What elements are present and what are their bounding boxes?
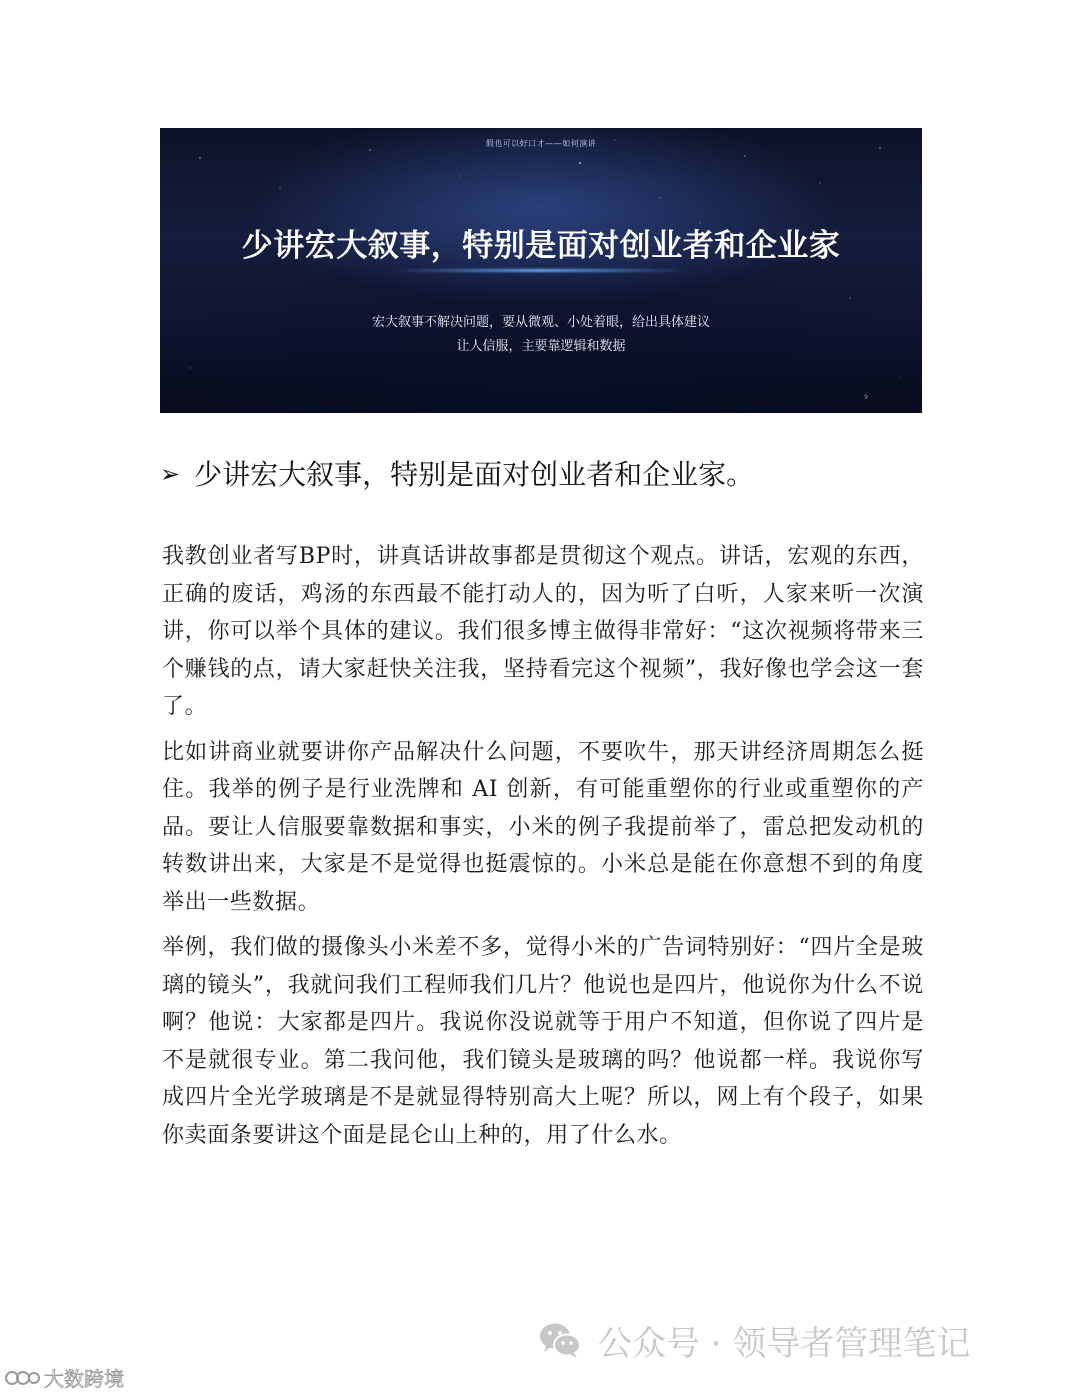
- slide-subtitle-line1: 宏大叙事不解决问题，要从微观、小处着眼，给出具体建议: [371, 315, 710, 330]
- paragraph: 比如讲商业就要讲你产品解决什么问题，不要吹牛，那天讲经济周期怎么挺住。我举的例子是行业洗牌和 AI 创新，有可能重塑你的行业或重塑你的产品。要让人信服要靠数据和事实，小米的例子我提前举了，雷总把发动机的转数讲出来，大家是不是觉得也挺震惊的。小米总是能在你意想不到的角度举出一些数据。: [162, 739, 924, 915]
- corner-watermark: [4, 1362, 124, 1392]
- paragraph: 我教创业者写BP时，讲真话讲故事都是贯彻这个观点。讲话，宏观的东西，正确的废话，鸡汤的东西最不能打动人的，因为听了白听，人家来听一次演讲，你可以举个具体的建议。我们很多博主做得非常好：“这次视频将带来三个赚钱的点，请大家赶快关注我，坚持看完这个视频”，我好像也学会这一套了。: [162, 544, 924, 719]
- slide-subtitle-line2: 让人信服，主要靠逻辑和数据: [456, 339, 626, 354]
- title-glow-line: [390, 269, 690, 272]
- section-heading-text: 少讲宏大叙事，特别是面对创业者和企业家。: [194, 458, 755, 491]
- slide-image: [160, 128, 922, 413]
- footer-channel-watermark: [538, 1316, 970, 1364]
- article-body: [162, 538, 924, 1162]
- corner-watermark-text: 大数跨境: [44, 1366, 124, 1391]
- slide-title: 少讲宏大叙事，特别是面对创业者和企业家: [241, 228, 841, 264]
- slide-header: 假也可以好口才——如何演讲: [485, 139, 597, 148]
- arrow-bullet-icon: ➢: [160, 460, 181, 488]
- slide-page-number: 9: [864, 394, 868, 401]
- footer-channel-label: 公众号 · 领导者管理笔记: [598, 1323, 971, 1364]
- section-heading: [160, 452, 940, 497]
- brand-logo-icon: [4, 1366, 40, 1388]
- paragraph: 举例，我们做的摄像头小米差不多，觉得小米的广告词特别好：“四片全是玻璃的镜头”，我就问我们工程师我们几片？他说也是四片，他说你为什么不说啊？他说：大家都是四片。我说你没说就等于用户不知道，但你说了四片是不是就很专业。第二我问他，我们镜头是玻璃的吗？他说都一样。我说你写成四片全光学玻璃是不是就显得特别高大上呢？所以，网上有个段子，如果你卖面条要讲这个面是昆仑山上种的，用了什么水。: [162, 935, 924, 1148]
- wechat-icon: [538, 1320, 582, 1360]
